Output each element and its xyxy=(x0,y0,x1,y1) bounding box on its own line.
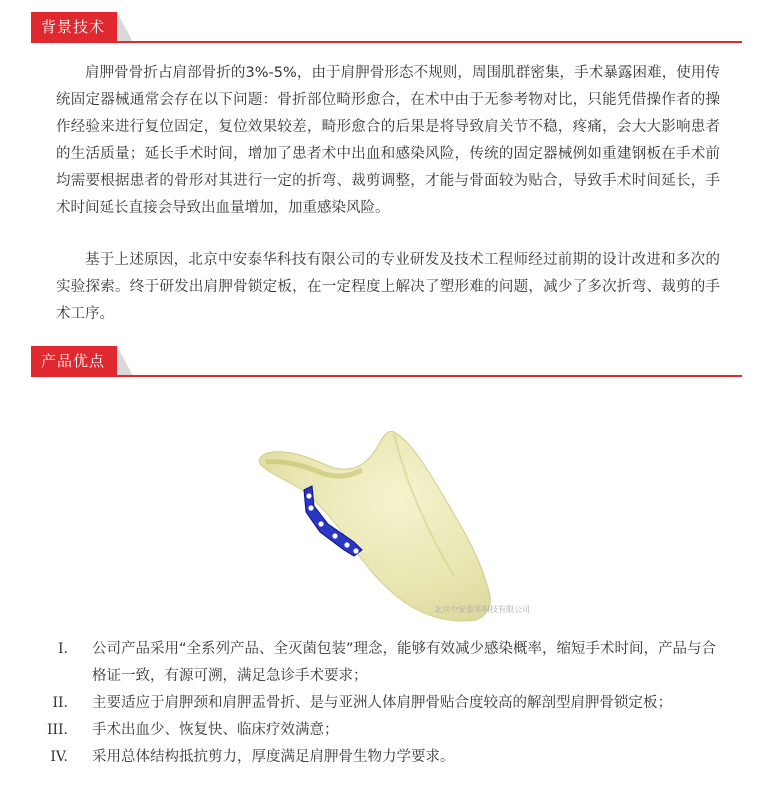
section-divider xyxy=(31,41,742,43)
section-header-background xyxy=(28,12,742,44)
section-title: 产品优点 xyxy=(31,346,117,376)
list-number: IV. xyxy=(50,749,68,765)
figure-watermark-caption: 北京中安泰华科技有限公司 xyxy=(434,605,530,614)
background-paragraph: 基于上述原因，北京中安泰华科技有限公司的专业研发及技术工程师经过前期的设计改进和多次的实验探索。终于研发出肩胛骨锁定板，在一定程度上解决了塑形难的问题，减少了多次折弯、裁剪的手术工序。 xyxy=(56,252,720,322)
list-item xyxy=(34,717,724,744)
section-header-advantages xyxy=(28,346,742,378)
list-text: 采用总体结构抵抗剪力，厚度满足肩胛骨生物力学要求。 xyxy=(92,749,455,765)
screw-hole xyxy=(306,493,311,498)
screw-hole xyxy=(308,505,313,510)
screw-hole xyxy=(344,542,349,547)
screw-hole xyxy=(332,533,337,538)
screw-hole xyxy=(353,548,358,553)
list-item xyxy=(34,636,724,690)
scapula-plate-figure xyxy=(254,416,574,630)
screw-hole xyxy=(318,521,323,526)
list-number: I. xyxy=(58,641,68,657)
background-paragraph: 肩胛骨骨折占肩部骨折的3%-5%，由于肩胛骨形态不规则，周围肌群密集，手术暴露困难，使用传统固定器械通常会存在以下问题：骨折部位畸形愈合，在术中由于无参考物对比，只能凭借操作者的操作经验来进行复位固定，复位效果较差，畸形愈合的后果是将导致肩关节不稳，疼痛，会大大影响患者的生活质量；延长手术时间，增加了患者术中出血和感染风险，传统的固定器械例如重建钢板在手术前均需要根据患者的骨形对其进行一定的折弯、裁剪调整，才能与骨面较为贴合，导致手术时间延长，手术时间延长直接会导致出血量增加，加重感染风险。 xyxy=(56,65,720,216)
advantages-list xyxy=(34,636,724,771)
list-text: 公司产品采用“全系列产品、全灭菌包装”理念，能够有效减少感染概率，缩短手术时间，产品与合格证一致，有源可溯，满足急诊手术要求； xyxy=(92,641,717,684)
list-item xyxy=(34,690,724,717)
section-divider xyxy=(31,375,742,377)
list-number: II. xyxy=(52,695,68,711)
list-item xyxy=(34,744,724,771)
scapula-illustration xyxy=(254,416,574,630)
scapula-bone xyxy=(259,432,490,622)
list-text: 主要适应于肩胛颈和肩胛盂骨折、是与亚洲人体肩胛骨贴合度较高的解剖型肩胛骨锁定板； xyxy=(92,695,672,711)
list-number: III. xyxy=(46,722,68,738)
list-text: 手术出血少、恢复快、临床疗效满意； xyxy=(92,722,339,738)
section-title: 背景技术 xyxy=(31,12,117,42)
